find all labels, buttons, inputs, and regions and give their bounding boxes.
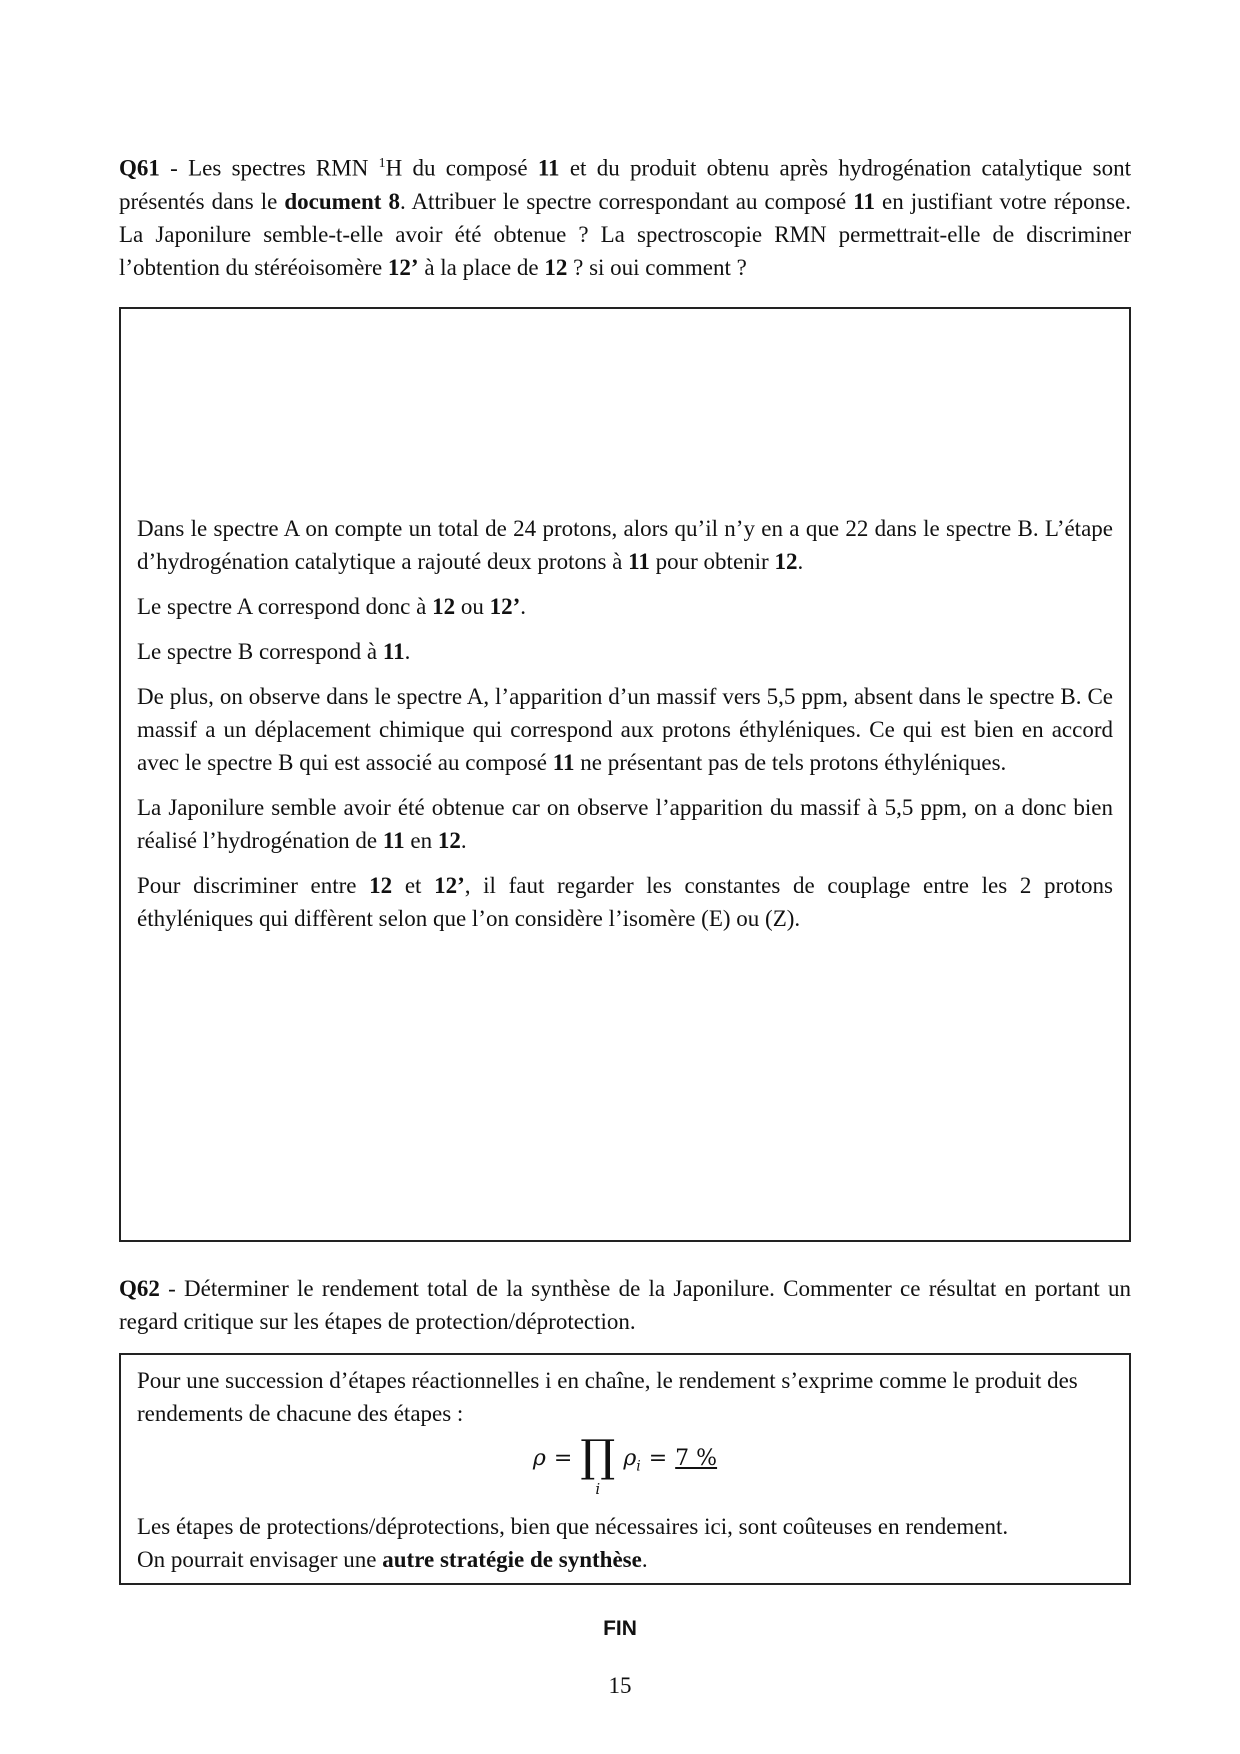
a61-p1-bold-1: 11	[628, 549, 650, 574]
a62-p3-text-2: .	[641, 1547, 648, 1572]
a61-p6-text-1: Pour discriminer entre	[137, 873, 370, 898]
page-number: 15	[608, 1673, 632, 1698]
formula-term-subscript: i	[636, 1458, 641, 1475]
formula-result: 7 %	[675, 1446, 718, 1471]
a61-p6-text-2: et	[392, 873, 435, 898]
q61-text-4: . Attribuer le spectre correspondant au composé	[399, 188, 854, 214]
a61-p5-text-1: La Japonilure semble avoir été obtenue car on observe l’apparition du massif à 5,5 ppm, on a donc bien réalisé l’hydrogénation de	[137, 795, 1113, 853]
formula-term-symbol: ρ	[623, 1446, 637, 1471]
a61-p1-bold-2: 12	[774, 549, 798, 574]
a61-p4-text-1: De plus, on observe dans le spectre A, l’apparition d’un massif vers 5,5 ppm, absent dans le spectre B. Ce massif a un déplacement chimique qui correspond aux protons éthyléniques. Ce qui est bien en accord avec le spectre B qui est associé au composé	[137, 684, 1113, 775]
q61-text-7: ? si oui comment ?	[567, 254, 747, 280]
end-marker: FIN	[603, 1617, 637, 1640]
a61-p4-text-2: ne présentant pas de tels protons éthyléniques.	[574, 750, 1007, 775]
a61-p1-text-2: pour obtenir	[649, 549, 775, 574]
q61-text-2: H du composé	[385, 155, 538, 181]
formula-equals-1: =	[553, 1446, 573, 1471]
answer-61-paragraph-4	[137, 680, 1113, 779]
a62-p3-text-1: On pourrait envisager une	[137, 1547, 383, 1572]
a61-p2-bold-2: 12’	[489, 594, 521, 619]
answer-61-paragraph-3	[137, 635, 1113, 668]
q61-bold-1: 11	[537, 155, 560, 181]
answer-62-paragraph-2: Les étapes de protections/déprotections, bien que nécessaires ici, sont coûteuses en rendement.	[137, 1514, 1009, 1539]
a61-p5-bold-2: 12	[437, 828, 461, 853]
a61-p3-text-1: Le spectre B correspond à	[137, 639, 383, 664]
formula-lhs: ρ	[532, 1446, 546, 1471]
answer-61-paragraph-5	[137, 791, 1113, 857]
product-symbol: ∏	[580, 1431, 616, 1482]
formula-term	[623, 1446, 640, 1474]
answer-61-paragraph-1	[137, 512, 1113, 578]
a61-p3-text-2: .	[404, 639, 411, 664]
q61-bold-5: 12	[544, 254, 568, 280]
a61-p1-text-1: Dans le spectre A on compte un total de 24 protons, alors qu’il n’y en a que 22 dans le spectre B. L’étape d’hydrogénation catalytique a rajouté deux protons à	[137, 516, 1113, 574]
a61-p6-bold-1: 12	[369, 873, 393, 898]
a61-p3-bold-1: 11	[382, 639, 405, 664]
a61-p5-bold-1: 11	[382, 828, 405, 853]
answer-62-paragraph-3	[137, 1543, 1113, 1576]
a61-p5-text-2: en	[404, 828, 438, 853]
question-61	[119, 147, 1131, 284]
question-61-label: Q61	[119, 155, 160, 181]
answer-box-62	[119, 1353, 1131, 1585]
a61-p2-text-2: ou	[455, 594, 490, 619]
a61-p4-bold-1: 11	[552, 750, 575, 775]
question-62-label: Q62	[119, 1276, 160, 1301]
a61-p2-text-3: .	[520, 594, 526, 619]
formula-product	[580, 1431, 616, 1498]
q61-text-1: - Les spectres RMN	[159, 155, 379, 181]
answer-62-paragraph-1: Pour une succession d’étapes réactionnelles i en chaîne, le rendement s’exprime comme le produit des rendements de chacune des étapes :	[137, 1368, 1078, 1426]
answer-61-paragraph-6	[137, 869, 1113, 935]
q62-text: - Déterminer le rendement total de la synthèse de la Japonilure. Commenter ce résultat en portant un regard critique sur les étapes de protection/déprotection.	[119, 1276, 1131, 1334]
answer-61-paragraph-2	[137, 590, 1113, 623]
question-62	[119, 1272, 1131, 1338]
formula-equals-2: =	[648, 1446, 668, 1471]
q61-bold-4: 12’	[387, 254, 419, 280]
q61-text-3: et du produit obtenu après hydrogénation catalytique sont présentés dans le	[119, 155, 1131, 214]
a61-p6-bold-2: 12’	[434, 873, 465, 898]
a61-p2-text-1: Le spectre A correspond donc à	[137, 594, 433, 619]
answer-box-61	[119, 307, 1131, 1242]
q61-bold-3: 11	[853, 188, 875, 214]
yield-formula	[137, 1430, 1113, 1510]
a61-p6-text-3: , il faut regarder les constantes de couplage entre les 2 protons éthyléniques qui diffèrent selon que l’on considère l’isomère (E) ou (Z).	[137, 873, 1113, 931]
q61-text-5: en justifiant votre réponse. La Japonilure semble-t-elle avoir été obtenue ? La spectroscopie RMN permettrait-elle de discriminer l’obtention du stéréoisomère	[119, 188, 1132, 280]
a61-p5-text-3: .	[460, 828, 467, 853]
a61-p1-text-3: .	[797, 549, 804, 574]
q61-bold-2: document 8	[284, 188, 400, 214]
a62-p3-bold-1: autre stratégie de synthèse	[382, 1547, 642, 1572]
q61-text-6: à la place de	[418, 254, 545, 280]
q61-superscript: 1	[378, 156, 386, 171]
a61-p2-bold-1: 12	[432, 594, 456, 619]
product-index: i	[595, 1480, 601, 1498]
